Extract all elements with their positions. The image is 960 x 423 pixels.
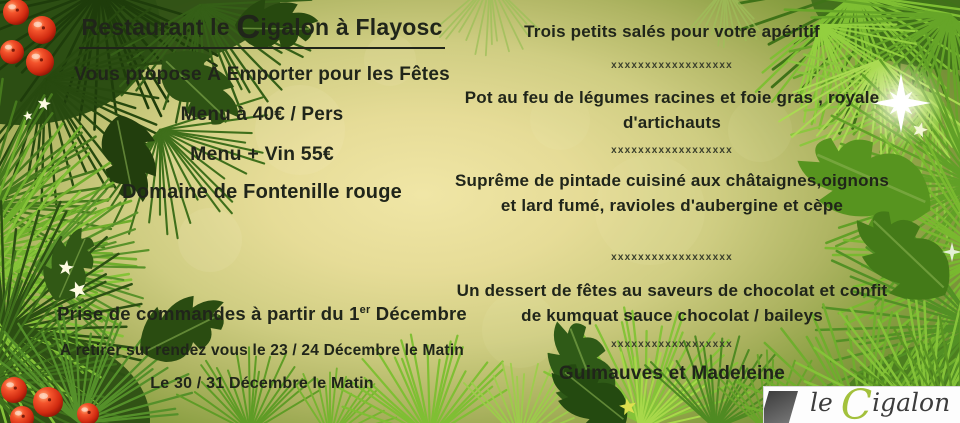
order-start-pre: Prise de commandes à partir du 1 (57, 303, 360, 324)
course-starter: Pot au feu de légumes racines et foie gras , royale d'artichauts (464, 88, 880, 132)
order-start-post: Décembre (370, 303, 467, 324)
menu-wine-price: Menu + Vin 55€ (190, 143, 334, 165)
course-separator: xxxxxxxxxxxxxxxxxx (611, 339, 733, 350)
restaurant-title (48, 8, 476, 49)
pickup-dates-1: A retirer sur rendez vous le 23 / 24 Décembre le Matin (60, 342, 464, 359)
course-dessert: Un dessert de fêtes au saveurs de chocolat et confit de kumquat sauce chocolat / baileys (456, 281, 888, 325)
wine-name: Domaine de Fontenille rouge (122, 181, 402, 203)
holly-berry-icon (3, 0, 29, 25)
pickup-dates-2: Le 30 / 31 Décembre le Matin (150, 375, 374, 392)
course-separator: xxxxxxxxxxxxxxxxxx (611, 252, 733, 263)
menu-price: Menu à 40€ / Pers (180, 104, 344, 125)
order-start-date (48, 303, 476, 325)
course-main: Suprême de pintade cuisiné aux châtaignes,oignons et lard fumé, ravioles d'aubergine et cèpe (455, 171, 889, 215)
logo-text-pre: le (810, 388, 841, 417)
course-sweets: Guimauves et Madeleine (558, 363, 786, 384)
holly-berry-icon (1, 377, 27, 403)
course-aperitif: Trois petits salés pour votre apéritif (524, 22, 820, 41)
holly-leaf-icon (125, 274, 238, 378)
cigalon-logo (763, 386, 960, 423)
logo-text-initial: C (840, 386, 873, 423)
restaurant-title-pre: Restaurant le (81, 14, 237, 40)
offer-intro: Vous propose À Emporter pour les Fêtes (74, 64, 450, 85)
course-separator: xxxxxxxxxxxxxxxxxx (611, 60, 733, 71)
logo-text-post: igalon (872, 388, 951, 417)
logo-gray-shape (763, 391, 798, 423)
restaurant-title-initial: C (236, 8, 261, 45)
holly-berry-icon (0, 40, 24, 64)
restaurant-title-post: igalon à Flayosc (260, 14, 443, 40)
logo-text (810, 387, 950, 423)
order-start-sup: er (359, 303, 371, 316)
course-separator: xxxxxxxxxxxxxxxxxx (611, 145, 733, 156)
